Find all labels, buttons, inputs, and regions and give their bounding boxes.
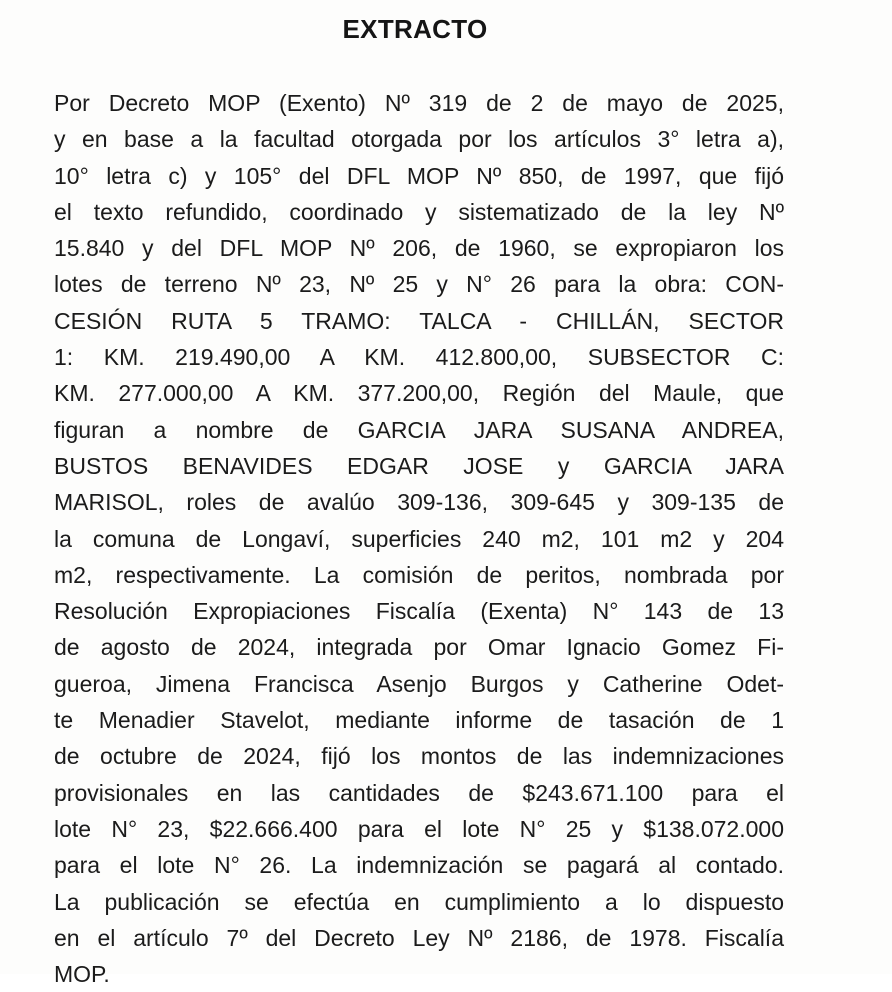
body-line: Por Decreto MOP (Exento) Nº 319 de 2 de mayo de 2025, (54, 90, 784, 116)
body-line: en el artículo 7º del Decreto Ley Nº 2186, de 1978. Fiscalía (54, 924, 784, 951)
body-line: 15.840 y del DFL MOP Nº 206, de 1960, se expropiaron los (54, 235, 784, 262)
body-line: 10° letra c) y 105° del DFL MOP Nº 850, de 1997, que fijó (54, 162, 784, 189)
body-line: lotes de terreno Nº 23, Nº 25 y N° 26 para la obra: CON- (54, 271, 784, 298)
body-line: provisionales en las cantidades de $243.671.100 para el (54, 779, 784, 806)
body-line: la comuna de Longaví, superficies 240 m2, 101 m2 y 204 (54, 525, 784, 552)
document-title: EXTRACTO (342, 14, 488, 44)
body-line: CESIÓN RUTA 5 TRAMO: TALCA - CHILLÁN, SECTOR (54, 307, 784, 334)
body-line-last: MOP. (54, 961, 110, 988)
body-line: BUSTOS BENAVIDES EDGAR JOSE y GARCIA JARA (54, 452, 784, 479)
body-line: La publicación se efectúa en cumplimiento a lo dispuesto (54, 888, 784, 915)
body-line: m2, respectivamente. La comisión de peritos, nombrada por (54, 561, 784, 588)
body-line: KM. 277.000,00 A KM. 377.200,00, Región del Maule, que (54, 380, 784, 407)
body-line: y en base a la facultad otorgada por los artículos 3° letra a), (54, 126, 784, 153)
body-line: lote N° 23, $22.666.400 para el lote N° 25 y $138.072.000 (54, 815, 784, 842)
document-body (54, 85, 784, 992)
body-line: de octubre de 2024, fijó los montos de las indemnizaciones (54, 743, 784, 770)
body-line: figuran a nombre de GARCIA JARA SUSANA ANDREA, (54, 416, 784, 443)
body-line: de agosto de 2024, integrada por Omar Ignacio Gomez Fi- (54, 634, 784, 661)
body-line: para el lote N° 26. La indemnización se pagará al contado. (54, 852, 784, 879)
body-line: el texto refundido, coordinado y sistematizado de la ley Nº (54, 198, 784, 225)
body-line: gueroa, Jimena Francisca Asenjo Burgos y Catherine Odet- (54, 670, 784, 697)
body-line: Resolución Expropiaciones Fiscalía (Exenta) N° 143 de 13 (54, 598, 784, 625)
body-line: te Menadier Stavelot, mediante informe de tasación de 1 (54, 707, 784, 734)
body-line: 1: KM. 219.490,00 A KM. 412.800,00, SUBSECTOR C: (54, 344, 784, 371)
body-line: MARISOL, roles de avalúo 309-136, 309-645 y 309-135 de (54, 489, 784, 516)
